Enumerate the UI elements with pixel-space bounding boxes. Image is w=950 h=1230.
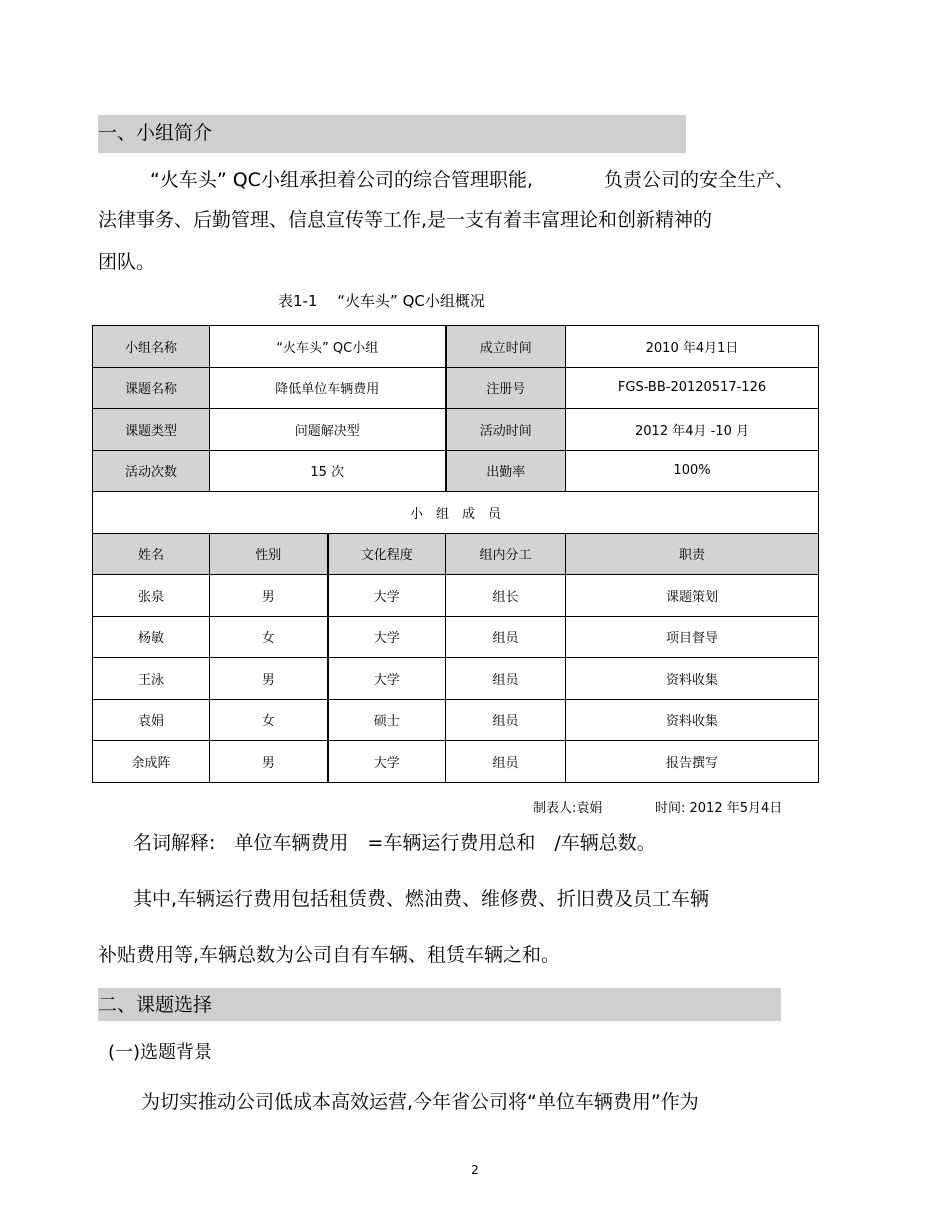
- definition-line-1: 名词解释: 单位车辆费用 =车辆运行费用总和 /车辆总数。: [133, 832, 656, 854]
- table-row: [93, 699, 819, 741]
- member-cell: 袁娟: [93, 699, 210, 741]
- member-cell: 余成阵: [93, 741, 210, 783]
- members-title: 小 组 成 员: [93, 492, 819, 534]
- members-title-row: [93, 492, 819, 534]
- member-cell: 大学: [328, 575, 446, 617]
- info-label: 成立时间: [446, 326, 566, 368]
- intro-line-1a: “火车头” QC小组承担着公司的综合管理职能,: [150, 169, 533, 191]
- info-row: [93, 326, 819, 368]
- background-line-1: 为切实推动公司低成本高效运营,今年省公司将“单位车辆费用”作为: [141, 1091, 699, 1113]
- subsection-heading: (一)选题背景: [108, 1042, 213, 1063]
- definition-line-2: 其中,车辆运行费用包括租赁费、燃油费、维修费、折旧费及员工车辆: [133, 888, 710, 910]
- table-row: [93, 616, 819, 658]
- member-cell: 杨敏: [93, 616, 210, 658]
- member-cell: 资料收集: [566, 658, 819, 700]
- qc-group-table: [92, 325, 819, 783]
- member-cell: 组员: [446, 741, 566, 783]
- table-caption: 表1-1 “火车头” QC小组概况: [278, 292, 485, 310]
- info-label: 注册号: [446, 367, 566, 409]
- member-cell: 项目督导: [566, 616, 819, 658]
- member-cell: 女: [210, 616, 328, 658]
- member-cell: 女: [210, 699, 328, 741]
- member-cell: 报告撰写: [566, 741, 819, 783]
- info-row: [93, 450, 819, 492]
- intro-line-2: 法律事务、后勤管理、信息宣传等工作,是一支有着丰富理论和创新精神的: [98, 209, 713, 231]
- table-row: [93, 741, 819, 783]
- member-cell: 组员: [446, 699, 566, 741]
- member-cell: 大学: [328, 616, 446, 658]
- column-header: 组内分工: [446, 533, 566, 575]
- member-cell: 男: [210, 658, 328, 700]
- member-cell: 组长: [446, 575, 566, 617]
- member-cell: 张泉: [93, 575, 210, 617]
- info-value: 15 次: [210, 450, 446, 492]
- info-label: 活动次数: [93, 450, 210, 492]
- member-cell: 王泳: [93, 658, 210, 700]
- info-label: 出勤率: [446, 450, 566, 492]
- info-value: “火车头” QC小组: [210, 326, 446, 368]
- info-row: [93, 367, 819, 409]
- table-row: [93, 658, 819, 700]
- page-number: 2: [471, 1163, 479, 1177]
- info-value: 降低单位车辆费用: [210, 367, 446, 409]
- intro-line-1b: 负责公司的安全生产、: [604, 169, 795, 191]
- definition-line-3: 补贴费用等,车辆总数为公司自有车辆、租赁车辆之和。: [98, 944, 561, 966]
- member-cell: 大学: [328, 658, 446, 700]
- info-row: [93, 409, 819, 451]
- section-heading-topic: 二、课题选择: [98, 994, 213, 1016]
- column-header: 文化程度: [328, 533, 446, 575]
- info-value: 100%: [566, 450, 819, 492]
- section-heading-intro: 一、小组简介: [98, 122, 213, 144]
- info-label: 课题类型: [93, 409, 210, 451]
- member-cell: 男: [210, 741, 328, 783]
- members-header-row: [93, 533, 819, 575]
- column-header: 性别: [210, 533, 328, 575]
- info-value: 问题解决型: [210, 409, 446, 451]
- member-cell: 资料收集: [566, 699, 819, 741]
- table-time: 时间: 2012 年5月4日: [655, 801, 783, 816]
- member-cell: 课题策划: [566, 575, 819, 617]
- info-value: FGS-BB-20120517-126: [566, 367, 819, 409]
- info-label: 小组名称: [93, 326, 210, 368]
- table-maker: 制表人:袁娟: [533, 801, 603, 816]
- member-cell: 组员: [446, 616, 566, 658]
- member-cell: 硕士: [328, 699, 446, 741]
- member-cell: 组员: [446, 658, 566, 700]
- info-value: 2012 年4月 -10 月: [566, 409, 819, 451]
- member-cell: 大学: [328, 741, 446, 783]
- info-value: 2010 年4月1日: [566, 326, 819, 368]
- info-label: 课题名称: [93, 367, 210, 409]
- column-header: 职责: [566, 533, 819, 575]
- member-cell: 男: [210, 575, 328, 617]
- table-row: [93, 575, 819, 617]
- column-header: 姓名: [93, 533, 210, 575]
- intro-line-3: 团队。: [98, 251, 156, 273]
- info-label: 活动时间: [446, 409, 566, 451]
